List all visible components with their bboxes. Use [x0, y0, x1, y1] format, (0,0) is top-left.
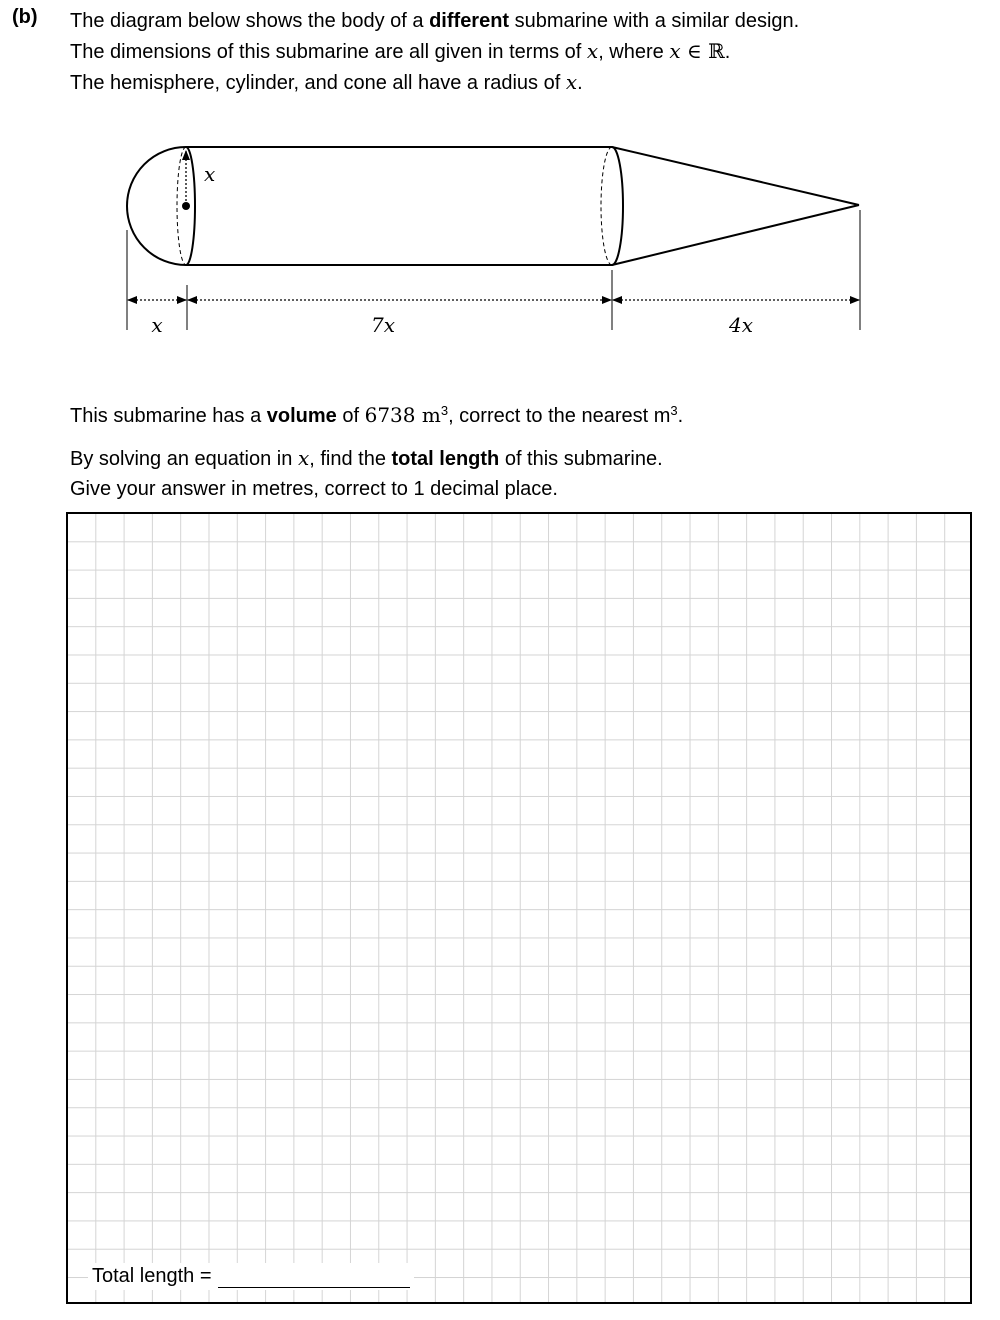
center-dot: [182, 202, 190, 210]
intro-text: [70, 6, 799, 98]
solve-instruction: By solving an equation in x, find the total length of this submarine.: [70, 446, 663, 470]
rounding-instruction: Give your answer in metres, correct to 1 decimal place.: [70, 478, 558, 500]
dimension-label-cone: 4x: [728, 313, 754, 337]
hemisphere-shape: [127, 147, 186, 265]
volume-statement: This submarine has a volume of 6738 $m^3$, correct to the nearest $m^3$.: [70, 403, 684, 427]
question-text: [70, 400, 683, 504]
cone-top-edge: [612, 147, 859, 205]
intro-line-2: The dimensions of this submarine are all given in terms of x, where x ∈ ℝ.: [70, 39, 731, 63]
answer-blank[interactable]: [218, 1265, 410, 1288]
dimension-label-cylinder: 7x: [370, 313, 396, 337]
right-ellipse-front: [612, 147, 623, 265]
total-length-answer: [88, 1263, 414, 1290]
total-length-label: Total length =: [92, 1265, 212, 1287]
radius-label: x: [204, 162, 216, 186]
part-label: (b): [12, 6, 38, 28]
dimension-label-hemisphere: x: [151, 313, 163, 337]
answer-grid[interactable]: [66, 512, 972, 1304]
cone-bottom-edge: [612, 205, 859, 265]
intro-line-3: The hemisphere, cylinder, and cone all have a radius of x.: [70, 70, 583, 94]
intro-line-1: The diagram below shows the body of a different submarine with a similar design.: [70, 10, 800, 32]
submarine-diagram: [0, 120, 1000, 350]
right-ellipse-back: [601, 147, 612, 265]
